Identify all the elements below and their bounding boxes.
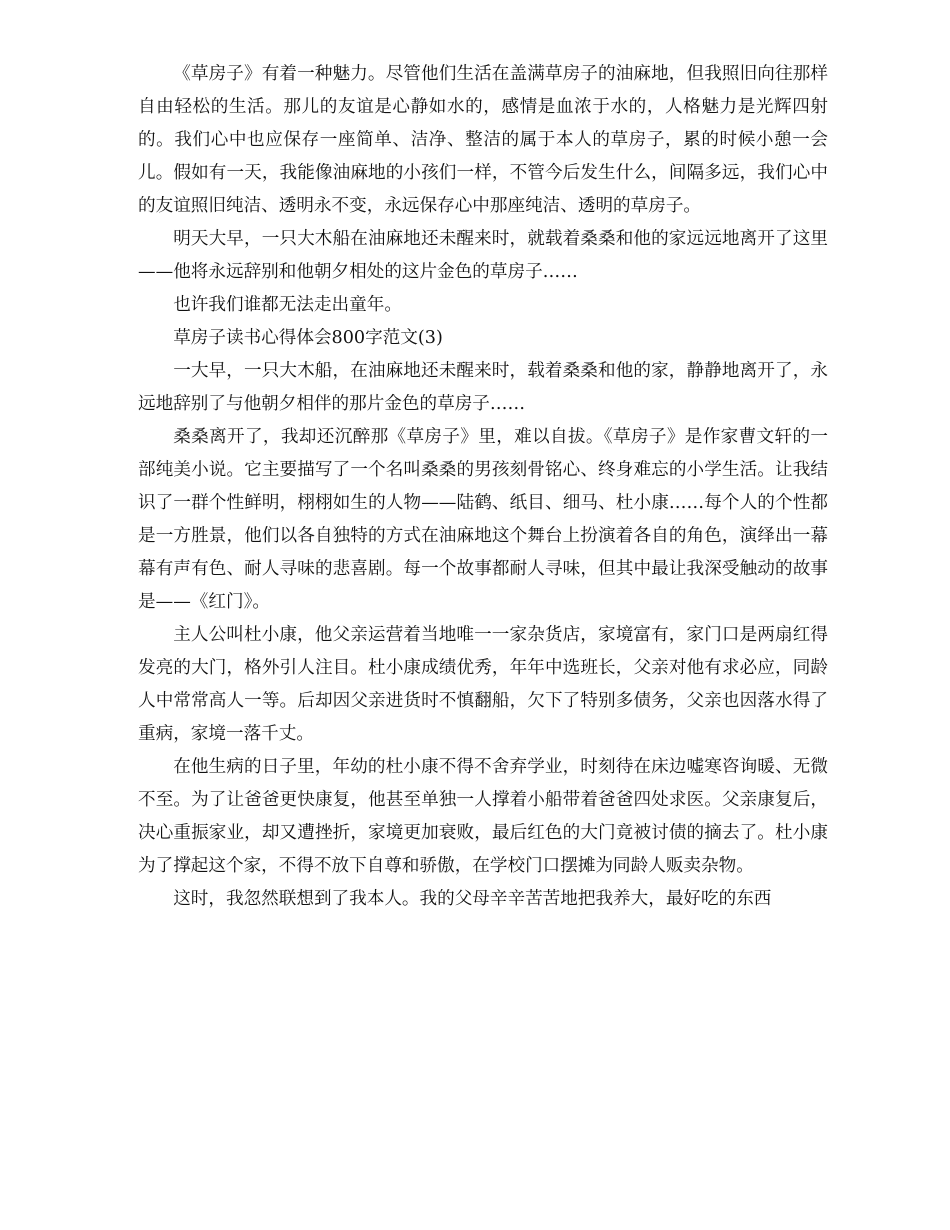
paragraph-8: 在他生病的日子里，年幼的杜小康不得不舍弃学业，时刻待在床边嘘寒咨询暖、无微不至。为了让爸爸更快康复，他甚至单独一人撑着小船带着爸爸四处求医。父亲康复后，决心重振家业，却又遭挫折，家境更加衰败，最后红色的大门竟被讨债的摘去了。杜小康为了撑起这个家，不得不放下自尊和骄傲，在学校门口摆摊为同龄人贩卖杂物。 <box>138 757 828 876</box>
paragraph-5: 一大早，一只大木船，在油麻地还未醒来时，载着桑桑和他的家，静静地离开了，永远地辞别了与他朝夕相伴的那片金色的草房子…… <box>138 361 828 414</box>
paragraph-7: 主人公叫杜小康，他父亲运营着当地唯一一家杂货店，家境富有，家门口是两扇红得发亮的大门，格外引人注目。杜小康成绩优秀，年年中选班长，父亲对他有求必应，同龄人中常常高人一等。后却因父亲进货时不慎翻船，欠下了特别多债务，父亲也因落水得了重病，家境一落千丈。 <box>138 625 828 744</box>
paragraph-3: 也许我们谁都无法走出童年。 <box>173 295 402 315</box>
paragraph-1: 《草房子》有着一种魅力。尽管他们生活在盖满草房子的油麻地，但我照旧向往那样自由轻松的生活。那儿的友谊是心静如水的，感情是血浓于水的，人格魅力是光辉四射的。我们心中也应保存一座简单、洁净、整洁的属于本人的草房子，累的时候小憩一会儿。假如有一天，我能像油麻地的小孩们一样，不管今后发生什么，间隔多远，我们心中的友谊照旧纯洁、透明永不变，永远保存心中那座纯洁、透明的草房子。 <box>138 64 828 216</box>
paragraph-6: 桑桑离开了，我却还沉醉那《草房子》里，难以自拔。《草房子》是作家曹文轩的一部纯美小说。它主要描写了一个名叫桑桑的男孩刻骨铭心、终身难忘的小学生活。让我结识了一群个性鲜明，栩栩如生的人物——陆鹤、纸目、细马、杜小康……每个人的个性都是一方胜景，他们以各自独特的方式在油麻地这个舞台上扮演着各自的角色，演绎出一幕幕有声有色、耐人寻味的悲喜剧。每一个故事都耐人寻味，但其中最让我深受触动的故事是——《红门》。 <box>138 427 828 612</box>
document-body <box>138 58 828 916</box>
paragraph-2: 明天大早，一只大木船在油麻地还未醒来时，就载着桑桑和他的家远远地离开了这里——他将永远辞别和他朝夕相处的这片金色的草房子…… <box>138 229 828 282</box>
section-heading: 草房子读书心得体会800字范文(3) <box>173 328 443 348</box>
paragraph-9: 这时，我忽然联想到了我本人。我的父母辛辛苦苦地把我养大，最好吃的东西 <box>173 889 772 909</box>
